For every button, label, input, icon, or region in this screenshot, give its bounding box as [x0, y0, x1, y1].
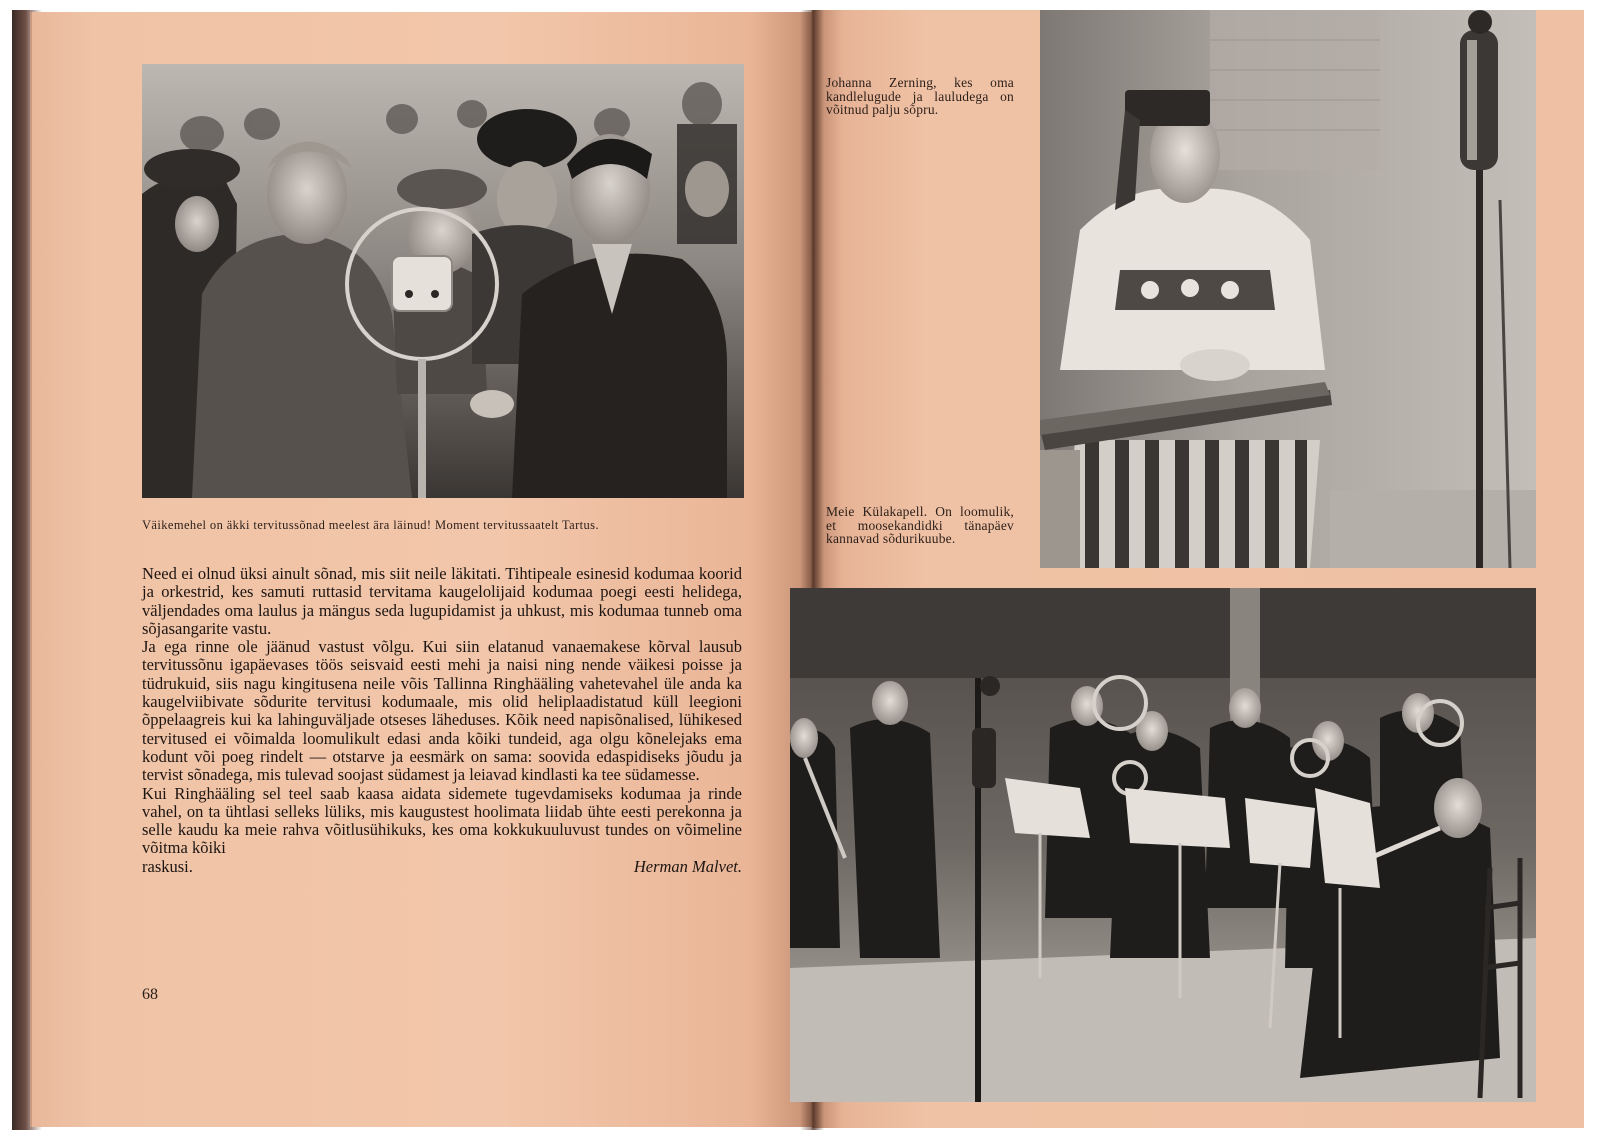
photo-village-band [790, 588, 1536, 1102]
closing-line [142, 858, 742, 876]
paragraph-2: Ja ega rinne ole jäänud vastust võlgu. Kui siin elatanud vanaemakese kõrval lausub tervitussõnu igapäevases töös seisvaid eesti mehi ja naisi ning nende väikesi poisse ja tüdrukuid, siis nagu kingitusena neile võis Tallinna Ringhääling vahetevahel üle anda ka kaugelviibivate sõdurite tervitusi kodumaale, mis olid heliplaadistatud küll leegioni õppelaagreis kui ka lahinguväljade otseses läheduses. Kõik need napisõnalised, lühikesed tervitused ei võimalda loomulikult edasi anda kõiki tundeid, aga olgu kõnelejaks ema kodunt või poeg rindelt — otstarve ja eesmärk on sama: soovida edaspidiseks jõudu ja tervist sõnadega, mis tulevad soojast südamest ja leiavad kindlasti ka tee südamesse. [142, 637, 742, 785]
photo-kannel-player [1040, 10, 1536, 568]
caption-kannel-player: Johanna Zerning, kes oma kandlelugude ja lauludega on võitnud palju sõpru. [826, 75, 1014, 117]
photo-radio-greeting [142, 64, 744, 498]
paragraph-3: Kui Ringhääling sel teel saab kaasa aidata sidemete tugevdamiseks kodumaa ja rinde vahel, on ta ühtlasi selleks lüliks, mis kaugustest hoolimata liidab ühte eesti perekonna ja selle kaudu ka meie rahva võitlusühikuks, kes oma kokkukuuluvust tundes on võimeline võitma kõiki [142, 783, 742, 858]
author-signature: Herman Malvet. [633, 856, 742, 876]
caption-village-band: Meie Külakapell. On loomulik, et moosekandidki tänapäev kannavad sõdurikuube. [826, 504, 1014, 546]
article-body [142, 565, 742, 876]
paragraph-1: Need ei olnud üksi ainult sõnad, mis siit neile läkitati. Tihtipeale esinesid kodumaa koorid ja orkestrid, kes samuti ruttasid tervitama kaugelolijaid kodumaa poegi eesti helidega, väljendades oma laulus ja mängus seda lugupidamist ja uhkust, mis kodumaa tunneb oma sõjasangarite vastu. [142, 564, 742, 638]
photo-caption: Väikemehel on äkki tervitussõnad meelest ära läinud! Moment tervitussaatelt Tartus. [142, 518, 599, 532]
page-number: 68 [142, 986, 158, 1003]
closing-word: raskusi. [142, 856, 193, 876]
